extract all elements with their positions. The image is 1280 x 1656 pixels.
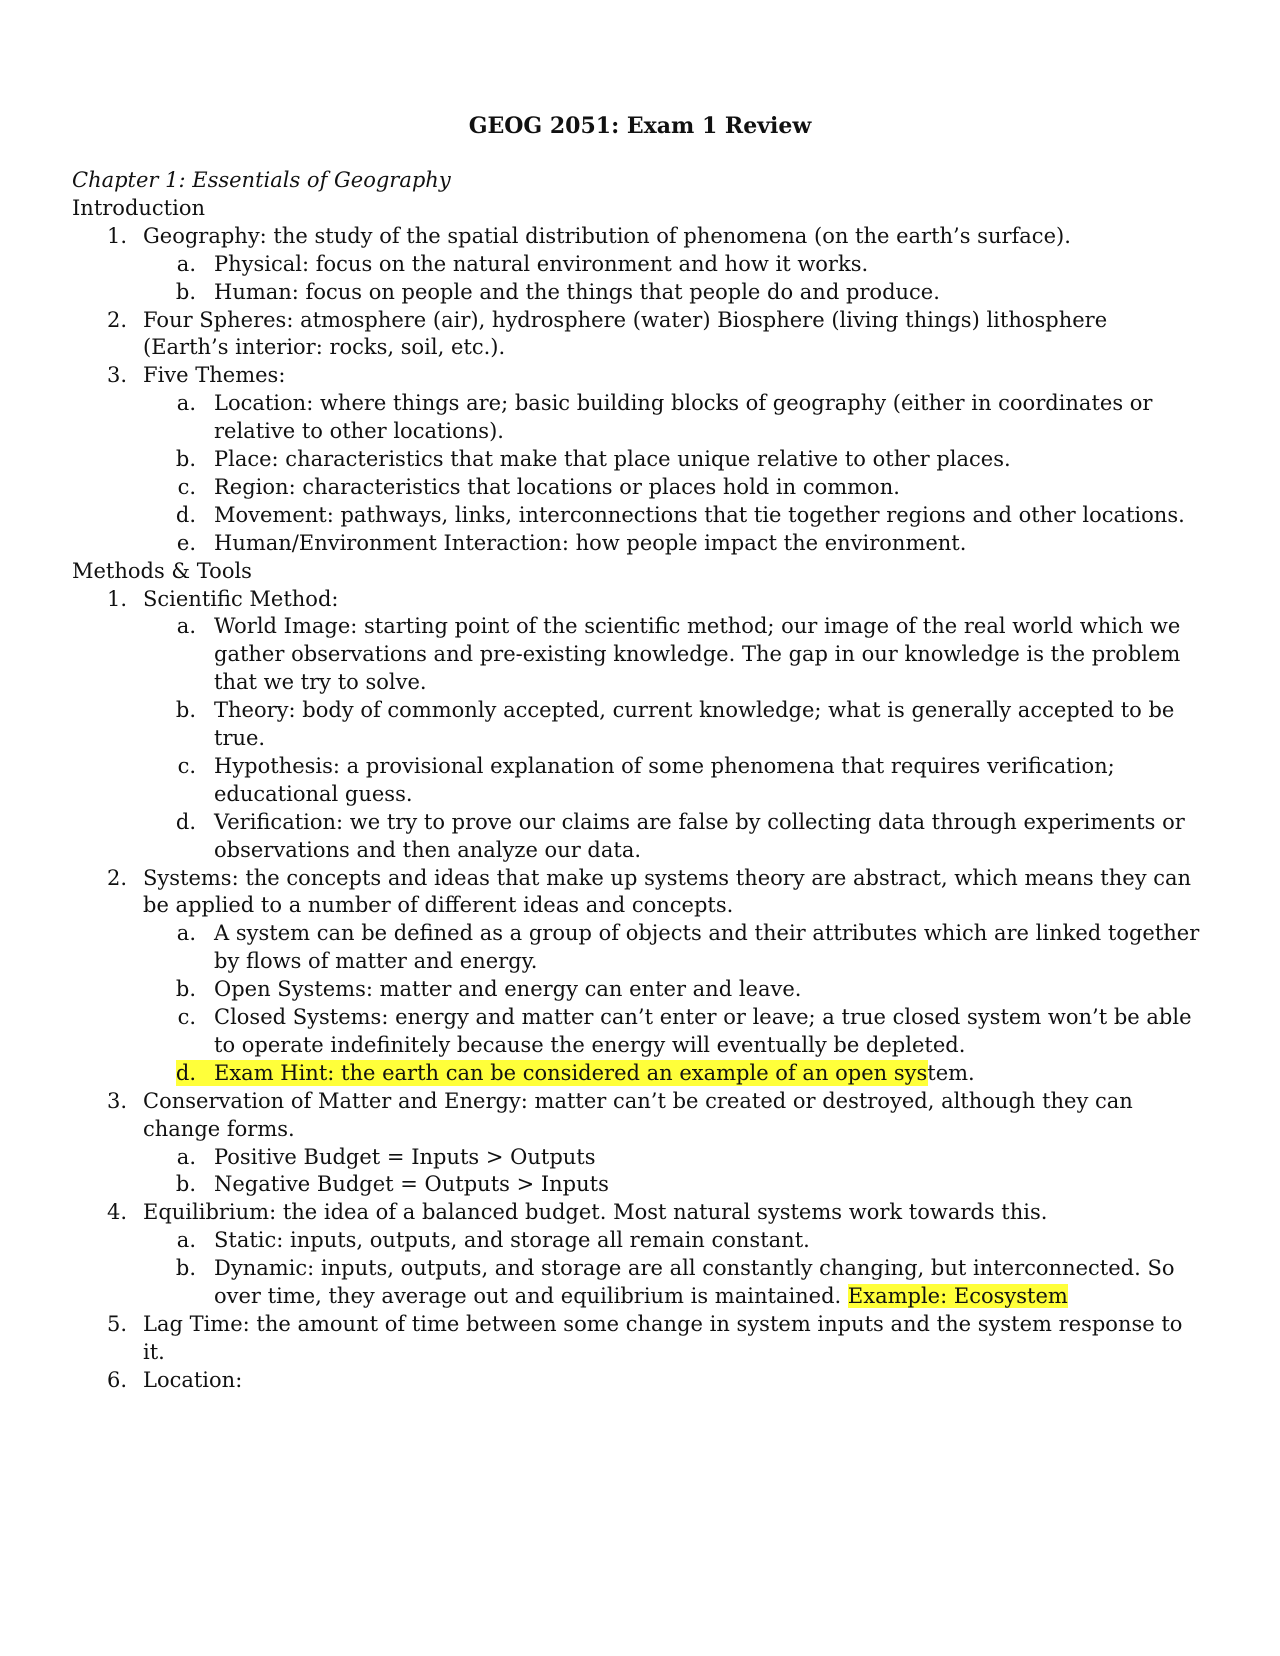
list-item-text: be applied to a number of different ideas and concepts. xyxy=(143,893,734,918)
sub-list-item-text: Open Systems: matter and energy can enter and leave. xyxy=(214,977,802,1002)
list-item-text: change forms. xyxy=(143,1116,295,1141)
sub-list-letter: a. xyxy=(176,614,196,639)
sub-list-letter: d. xyxy=(175,1060,196,1085)
sub-list-letter: e. xyxy=(176,530,196,555)
sub-list-letter: c. xyxy=(177,1005,196,1029)
section-heading: Methods & Tools xyxy=(72,558,252,583)
list-item-text: Lag Time: the amount of time between some change in system inputs and the system response to xyxy=(143,1311,1183,1336)
list-number: 6. xyxy=(106,1367,127,1392)
list-item-text: Systems: the concepts and ideas that make up systems theory are abstract, which means they can xyxy=(143,865,1192,890)
sub-list-item-text: Closed Systems: energy and matter can’t enter or leave; a true closed system won’t be able xyxy=(214,1005,1192,1029)
sub-list-letter: b. xyxy=(175,698,196,723)
sub-list-item-text: Negative Budget = Outputs > Inputs xyxy=(214,1172,609,1197)
sub-list-item-text: Positive Budget = Inputs > Outputs xyxy=(214,1144,596,1169)
sub-list-item-text: World Image: starting point of the scientific method; our image of the real world which we xyxy=(214,614,1181,639)
sub-list-letter: b. xyxy=(175,1256,196,1281)
sub-list-item-text: Physical: focus on the natural environment and how it works. xyxy=(214,251,869,276)
list-item-text: it. xyxy=(143,1339,165,1364)
sub-list-letter: b. xyxy=(175,447,196,471)
sub-list-item-text: Hypothesis: a provisional explanation of some phenomena that requires verification; xyxy=(214,753,1115,778)
sub-list-item-text: Verification: we try to prove our claims are false by collecting data through experiments or xyxy=(214,809,1185,834)
section-heading: Introduction xyxy=(72,195,205,220)
sub-list-letter: d. xyxy=(175,809,196,834)
sub-list-item-text: educational guess. xyxy=(214,781,413,806)
list-number: 2. xyxy=(106,307,127,332)
list-item-text: Equilibrium: the idea of a balanced budget. Most natural systems work towards this. xyxy=(143,1200,1048,1225)
sub-list-item-text: Exam Hint: the earth can be considered an example of an open system. xyxy=(214,1060,975,1085)
sub-list-item-text: Theory: body of commonly accepted, current knowledge; what is generally accepted to be xyxy=(214,698,1175,723)
sub-list-item-text: to operate indefinitely because the energy will eventually be depleted. xyxy=(214,1032,966,1057)
sub-list-item-text: Location: where things are; basic building blocks of geography (either in coordinates or xyxy=(214,391,1153,416)
sub-list-item-text: Human/Environment Interaction: how people impact the environment. xyxy=(214,530,967,555)
sub-list-item-text: relative to other locations). xyxy=(214,419,504,444)
list-item-text: Four Spheres: atmosphere (air), hydrosphere (water) Biosphere (living things) lithosphere xyxy=(143,307,1108,332)
sub-list-item-text: Movement: pathways, links, interconnections that tie together regions and other locations. xyxy=(214,502,1185,527)
list-number: 5. xyxy=(106,1311,127,1336)
highlighted-example: Example: Ecosystem xyxy=(847,1284,1068,1308)
list-number: 1. xyxy=(106,223,127,248)
list-number: 4. xyxy=(106,1200,127,1225)
list-item-text: (Earth’s interior: rocks, soil, etc.). xyxy=(143,335,506,360)
list-item-text: Geography: the study of the spatial distribution of phenomena (on the earth’s surface). xyxy=(143,223,1071,248)
list-number: 3. xyxy=(106,1088,127,1113)
sub-list-item-text: A system can be defined as a group of objects and their attributes which are linked together xyxy=(214,921,1200,946)
sub-list-item-text: that we try to solve. xyxy=(214,670,427,695)
sub-list-letter: c. xyxy=(177,753,196,778)
page-title: GEOG 2051: Exam 1 Review xyxy=(468,113,812,139)
list-number: 3. xyxy=(106,363,127,388)
sub-list-letter: a. xyxy=(176,921,196,946)
list-item-text: Location: xyxy=(143,1367,243,1392)
list-number: 1. xyxy=(106,586,127,611)
sub-list-item-text: over time, they average out and equilibrium is maintained. Example: Ecosystem xyxy=(214,1284,1068,1308)
sub-list-letter: a. xyxy=(176,391,196,416)
list-item-text: Conservation of Matter and Energy: matter can’t be created or destroyed, although they can xyxy=(143,1088,1133,1113)
sub-list-item-text: Static: inputs, outputs, and storage all remain constant. xyxy=(214,1228,810,1253)
sub-list-letter: b. xyxy=(175,977,196,1002)
sub-list-item-text: Place: characteristics that make that place unique relative to other places. xyxy=(214,447,1011,471)
sub-list-letter: c. xyxy=(177,474,196,499)
sub-list-item-text: by flows of matter and energy. xyxy=(214,949,538,974)
sub-list-letter: a. xyxy=(176,1144,196,1169)
sub-list-item-text: gather observations and pre-existing knowledge. The gap in our knowledge is the problem xyxy=(214,642,1181,667)
sub-list-letter: b. xyxy=(175,279,196,304)
sub-list-letter: b. xyxy=(175,1172,196,1197)
chapter-heading: Chapter 1: Essentials of Geography xyxy=(72,168,451,192)
sub-list-item-text: Region: characteristics that locations or places hold in common. xyxy=(214,474,900,499)
sub-list-letter: a. xyxy=(176,1228,196,1253)
sub-list-letter: a. xyxy=(176,251,196,276)
list-number: 2. xyxy=(106,865,127,890)
sub-list-item-text: observations and then analyze our data. xyxy=(214,837,642,862)
sub-list-item-text: true. xyxy=(214,726,266,750)
sub-list-item-text: Human: focus on people and the things that people do and produce. xyxy=(214,279,940,304)
sub-list-item-text: Dynamic: inputs, outputs, and storage are all constantly changing, but interconnected. So xyxy=(214,1256,1175,1281)
sub-list-letter: d. xyxy=(175,502,196,527)
list-item-text: Scientific Method: xyxy=(143,586,339,611)
list-item-text: Five Themes: xyxy=(143,363,286,388)
